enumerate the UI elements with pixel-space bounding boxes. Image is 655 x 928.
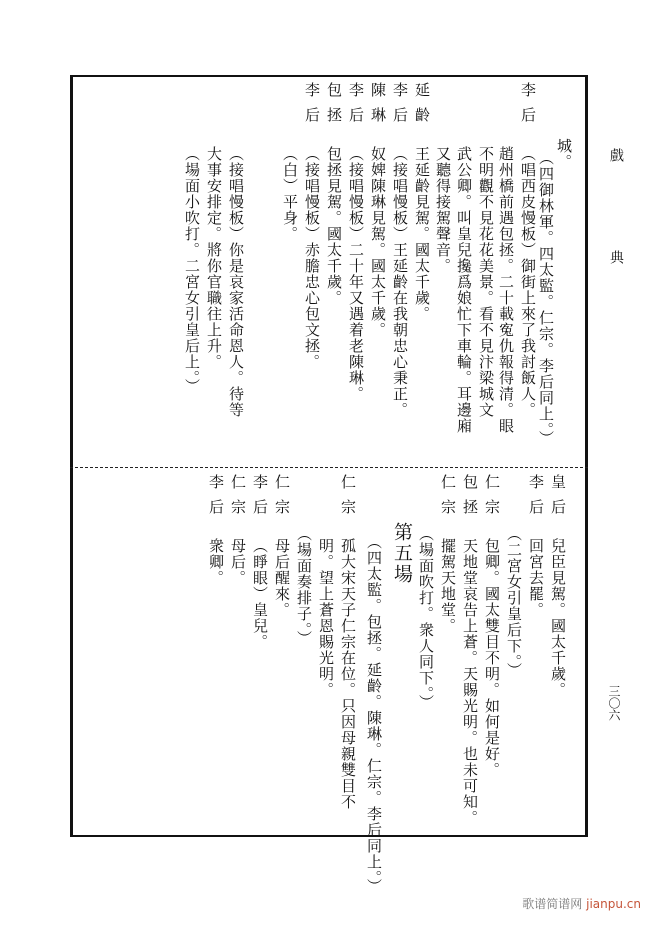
speaker-label: 李后 [347, 82, 365, 132]
watermark-site-name: 歌谱简谱网 [522, 897, 583, 911]
scene-title: 第五場 [391, 522, 413, 585]
script-line: （接唱慢板）王延齡在我朝忠心秉正。 [391, 146, 409, 418]
speaker-label: 李后 [251, 474, 269, 524]
stage-direction: （二宮女引皇后下。） [505, 526, 523, 679]
stage-direction: （場面吹打。衆人同下。） [417, 526, 435, 711]
script-line: （接唱慢板）二十年又遇着老陳琳。 [347, 146, 365, 402]
speaker-label: 陳琳 [369, 82, 387, 132]
speaker-label: 仁宗 [229, 474, 247, 524]
page-number: 三〇六 [607, 685, 621, 721]
speaker-label: 仁宗 [339, 474, 357, 524]
script-line: 不明觀不見花花美景。看不見汴梁城文 [477, 146, 495, 418]
script-line: 趙州橋前遇包拯。二十載寃仇報得清。眼 [497, 146, 515, 434]
speaker-label: 李后 [207, 474, 225, 524]
bottom-section [78, 474, 578, 895]
stage-direction: （場面小吹打。二宮女引皇后上。） [183, 146, 201, 395]
script-line: 母后醒來。 [273, 538, 291, 618]
script-line: 城。 [555, 138, 573, 170]
stage-direction: （四太監。包拯。延齡。陳琳。仁宗。李后同上。） [365, 534, 383, 895]
book-title-char-2: 典 [608, 250, 624, 264]
script-line: （接唱慢板）你是哀家活命恩人。待等 [227, 146, 245, 418]
speaker-label: 李后 [527, 474, 545, 524]
script-line: 大事安排定。將你官職往上升。 [205, 146, 223, 370]
speaker-label: 延齡 [413, 82, 431, 132]
script-line: 回宮去罷。 [527, 538, 545, 618]
speaker-label: 包拯 [325, 82, 343, 132]
section-divider [70, 467, 588, 468]
script-line: 包拯見駕。國太千歲。 [325, 146, 343, 306]
watermark-url: jianpu.cn [586, 897, 641, 911]
stage-direction: （四御林軍。四太監。仁宗。李后同上。） [537, 150, 555, 447]
top-section [78, 82, 578, 462]
stage-direction: （場面奏排子。） [295, 526, 313, 647]
script-line: （唱西皮慢板）御街上來了我討飯人。 [519, 146, 537, 418]
speaker-label: 包拯 [461, 474, 479, 524]
script-line: 王延齡見駕。國太千歲。 [413, 146, 431, 322]
script-line: 母后。 [229, 538, 247, 586]
script-line: （接唱慢板）赤膽忠心包文拯。 [303, 146, 321, 370]
speaker-label: 皇后 [549, 474, 567, 524]
speaker-label: 仁宗 [439, 474, 457, 524]
speaker-label: 李后 [303, 82, 321, 132]
script-line: 孤大宋天子仁宗在位。只因母親雙目不 [339, 538, 357, 810]
script-line: 明。望上蒼恩賜光明。 [317, 538, 335, 698]
speaker-label: 仁宗 [483, 474, 501, 524]
speaker-label: 李后 [519, 82, 537, 132]
site-watermark [522, 895, 641, 912]
script-line: 武公卿。叫皇兒攙爲娘忙下車輪。耳邊廂 [455, 146, 473, 434]
script-line: （白）平身。 [281, 146, 299, 242]
script-line: 奴婢陳琳見駕。國太千歲。 [369, 146, 387, 338]
script-line: 包卿。國太雙目不明。如何是好。 [483, 538, 501, 778]
script-line: （睜眼）皇兒。 [251, 538, 269, 650]
script-line: 兒臣見駕。國太千歲。 [549, 538, 567, 698]
speaker-label: 仁宗 [273, 474, 291, 524]
script-line: 又聽得接駕聲音。 [434, 146, 452, 274]
script-line: 衆卿。 [207, 538, 225, 586]
book-title-char-1: 戲 [608, 148, 624, 162]
script-line: 天地堂哀告上蒼。天賜光明。也未可知。 [461, 538, 479, 826]
script-line: 擺駕天地堂。 [439, 538, 457, 634]
speaker-label: 李后 [391, 82, 409, 132]
